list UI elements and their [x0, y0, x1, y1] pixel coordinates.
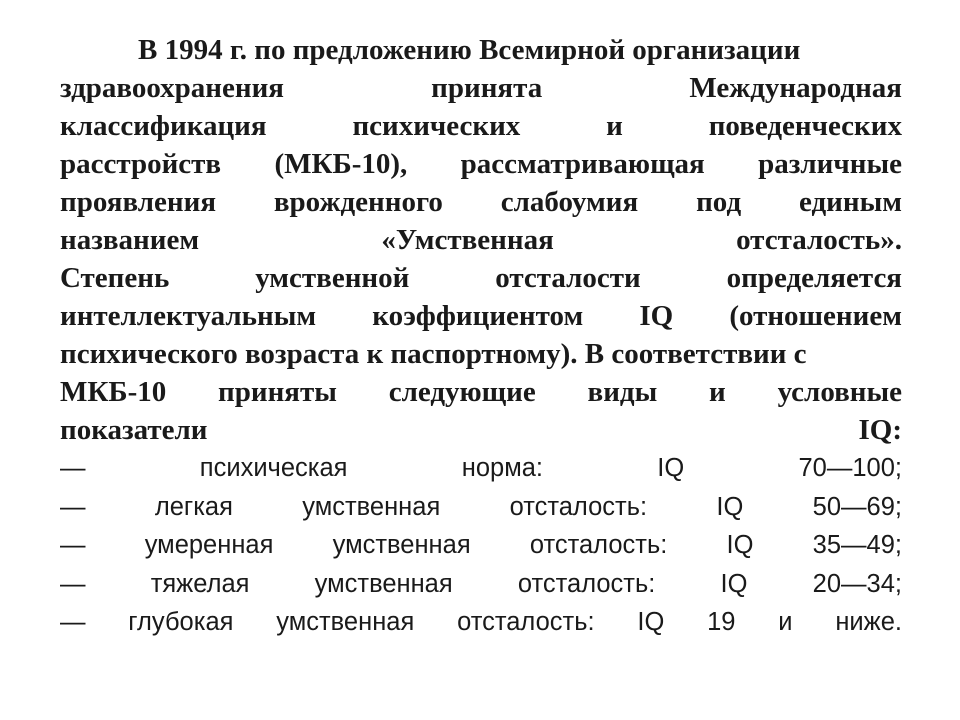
word: «Умственная — [381, 224, 554, 256]
word: рассматривающая — [460, 148, 705, 180]
slide-text-block — [60, 31, 902, 642]
word: условные — [777, 376, 902, 408]
word: норма: — [461, 454, 544, 482]
iq-level-severe — [60, 565, 902, 604]
word: IQ — [639, 300, 674, 332]
word: единым — [799, 186, 902, 218]
word: умственная — [314, 569, 453, 598]
word: отсталость: — [517, 569, 656, 598]
word: отсталость: — [457, 608, 595, 636]
word: отсталости — [495, 262, 641, 294]
iq-range: 70—100; — [798, 454, 902, 482]
word: определяется — [726, 262, 902, 294]
word: и — [606, 110, 623, 142]
word: отсталость: — [509, 492, 648, 521]
paragraph-line-8 — [60, 297, 902, 335]
paragraph-line-5 — [60, 183, 902, 221]
word: поведенческих — [708, 110, 902, 142]
word: 19 — [707, 608, 736, 636]
paragraph-line-4 — [60, 145, 902, 183]
paragraph-line-9-text: психического возраста к паспортному). В соответствии с — [60, 338, 807, 370]
word: отсталость: — [529, 531, 668, 559]
word: IQ — [637, 608, 665, 636]
iq-level-normal — [60, 449, 902, 488]
word: расстройств — [60, 148, 222, 180]
paragraph-line-6 — [60, 221, 902, 259]
word: (отношением — [729, 300, 902, 332]
word: глубокая — [128, 608, 234, 636]
paragraph-line-10 — [60, 373, 902, 411]
word: легкая — [154, 492, 233, 521]
word: различные — [758, 148, 902, 180]
word: и — [709, 376, 726, 408]
word: IQ — [726, 531, 754, 559]
word: проявления — [60, 186, 217, 218]
word: IQ — [657, 454, 685, 482]
word: показатели — [60, 414, 208, 446]
paragraph-line-1 — [60, 31, 902, 69]
word: отсталость». — [736, 224, 902, 256]
paragraph-line-1-text: В 1994 г. по предложению Всемирной организации — [138, 34, 801, 66]
word: под — [696, 186, 742, 218]
word: тяжелая — [150, 569, 250, 598]
word: психическая — [199, 454, 348, 482]
word: МКБ-10 — [60, 376, 167, 408]
iq-level-profound — [60, 603, 902, 642]
word: классификация — [60, 110, 267, 142]
word: названием — [60, 224, 200, 256]
word: Международная — [689, 72, 902, 104]
word: умственной — [255, 262, 410, 294]
dash: — — [60, 531, 86, 559]
word: Степень — [60, 262, 170, 294]
word: умственная — [302, 492, 441, 521]
dash: — — [60, 492, 86, 521]
word: виды — [587, 376, 658, 408]
word: умственная — [276, 608, 415, 636]
word: здравоохранения — [60, 72, 284, 104]
word: коэффициентом — [372, 300, 584, 332]
iq-range: 50—69; — [812, 492, 902, 521]
paragraph-line-7 — [60, 259, 902, 297]
paragraph-line-9 — [60, 335, 902, 373]
word: умеренная — [144, 531, 274, 559]
iq-level-moderate — [60, 526, 902, 565]
word: IQ — [720, 569, 748, 598]
iq-range: 35—49; — [812, 531, 902, 559]
iq-level-mild — [60, 488, 902, 527]
word: приняты — [218, 376, 337, 408]
word: психических — [352, 110, 521, 142]
word: следующие — [388, 376, 536, 408]
word: IQ: — [858, 414, 902, 446]
word: умственная — [332, 531, 471, 559]
paragraph-line-3 — [60, 107, 902, 145]
word: ниже. — [835, 608, 902, 636]
word: принята — [431, 72, 543, 104]
dash: — — [60, 454, 86, 482]
word: интеллектуальным — [60, 300, 317, 332]
word: IQ — [716, 492, 744, 521]
word: слабоумия — [500, 186, 639, 218]
dash: — — [60, 608, 86, 636]
word: (МКБ-10), — [274, 148, 408, 180]
paragraph-line-2 — [60, 69, 902, 107]
word: врожденного — [273, 186, 443, 218]
dash: — — [60, 569, 86, 598]
iq-range: 20—34; — [812, 569, 902, 598]
word: и — [778, 608, 793, 636]
paragraph-line-11 — [60, 411, 902, 449]
